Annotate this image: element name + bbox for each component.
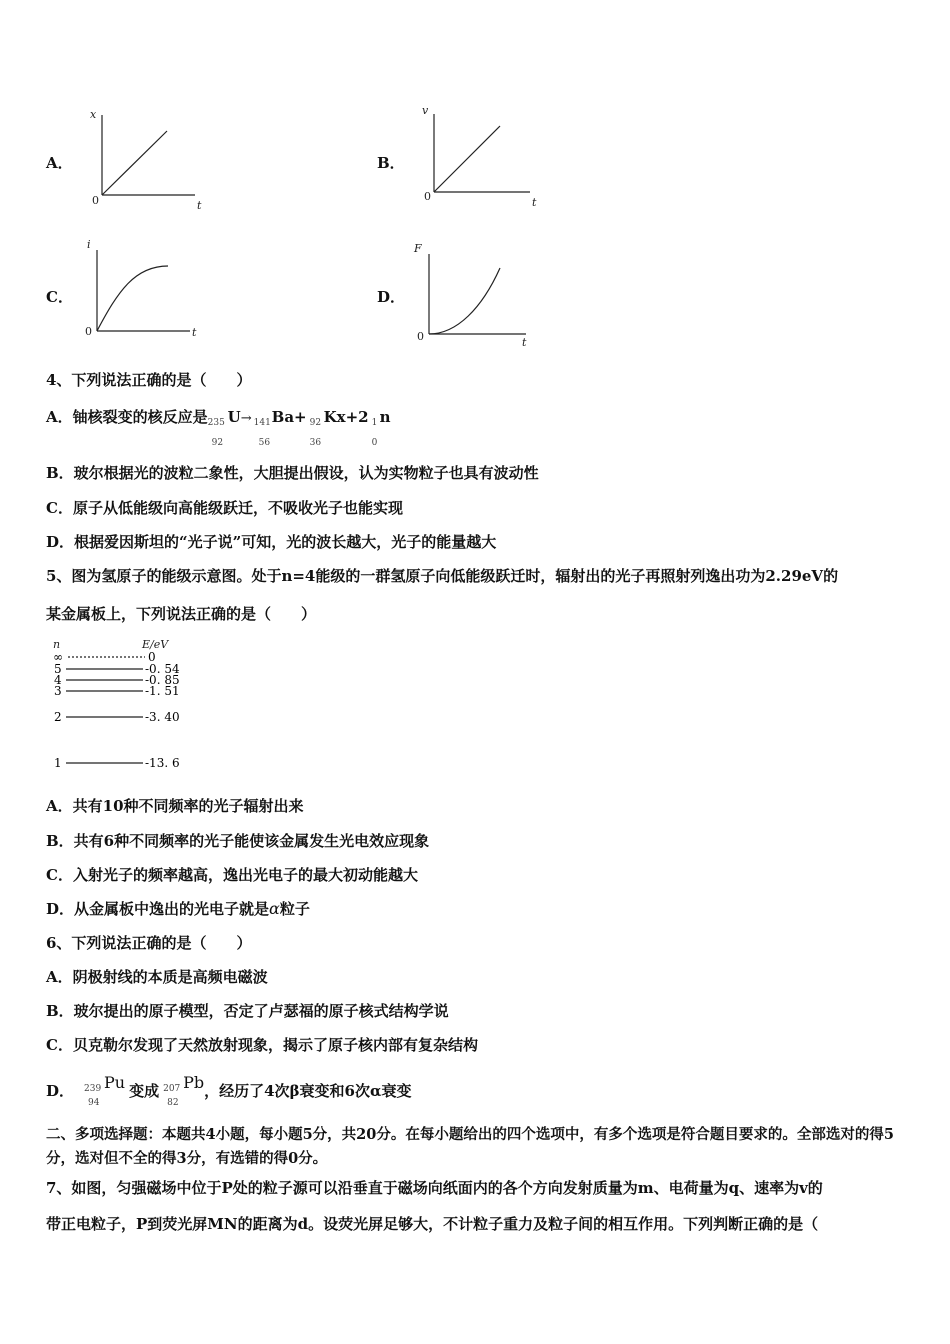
q7-line1: 7、如图，匀强磁场中位于P处的粒子源可以沿垂直于磁场向纸面内的各个方向发射质量为m、电荷量为q、速率为v的	[46, 1179, 823, 1197]
kr-symbol: Kx+2	[323, 408, 369, 426]
graph-c	[80, 236, 210, 346]
section2-instructions: 二、多项选择题：本题共4小题，每小题5分，共20分。在每小题给出的四个选项中，有多个选项是符合题目要求的。全部选对的得5分，选对但不全的得3分，有选错的得0分。	[46, 1126, 894, 1167]
graph-b-origin: 0	[424, 190, 431, 203]
graph-a-y-label: x	[90, 108, 97, 121]
n-symbol: n	[379, 408, 391, 426]
diagram-n-header: n	[53, 638, 61, 651]
pu-mass: 239	[84, 1084, 102, 1094]
energy-level-diagram	[50, 636, 210, 780]
graph-a-origin: 0	[92, 194, 99, 207]
level-inf-e: 0	[148, 650, 156, 664]
q5-option-d-suffix: 粒子	[279, 900, 310, 918]
graph-b-x-label: t	[532, 196, 537, 209]
q6-option-a: A．阴极射线的本质是高频电磁波	[46, 968, 268, 986]
level-5-n: 5	[54, 662, 62, 676]
ba-charge: 56	[258, 438, 271, 448]
graph-b	[412, 100, 547, 210]
q6-option-b: B．玻尔提出的原子模型，否定了卢瑟福的原子核式结构学说	[46, 1002, 449, 1020]
ba-symbol: Ba+	[271, 408, 307, 426]
level-4-e: -0. 85	[145, 673, 180, 687]
level-1-e: -13. 6	[145, 756, 180, 770]
q4-stem: 4、下列说法正确的是（ ）	[46, 371, 252, 389]
alpha-symbol: α	[269, 899, 280, 918]
pb-mass: 207	[163, 1084, 181, 1094]
graph-d-y-label: F	[414, 242, 422, 255]
n-mass: 1	[371, 418, 378, 428]
q6-stem: 6、下列说法正确的是（ ）	[46, 934, 252, 952]
graph-d-x-label: t	[522, 336, 527, 348]
q6-option-c: C．贝克勒尔发现了天然放射现象，揭示了原子核内部有复杂结构	[46, 1036, 478, 1054]
q6-option-d	[46, 1073, 412, 1108]
q4-option-d: D．根据爱因斯坦的“光子说”可知，光的波长越大，光子的能量越大	[46, 533, 497, 551]
graph-d-origin: 0	[417, 330, 424, 343]
option-a-label: A．	[46, 154, 73, 172]
graph-c-origin: 0	[85, 325, 92, 338]
kr-charge: 36	[309, 438, 322, 448]
ba-mass: 141	[253, 418, 271, 428]
reaction-arrow: →	[240, 411, 252, 426]
q4-option-a	[46, 406, 391, 448]
diagram-e-header: E/eV	[142, 638, 169, 651]
level-4-n: 4	[54, 673, 62, 687]
q5-stem-line2: 某金属板上，下列说法正确的是（ ）	[46, 605, 317, 623]
graph-a-x-label: t	[197, 199, 202, 210]
level-2-n: 2	[54, 710, 62, 724]
q4-option-b: B．玻尔根据光的波粒二象性，大胆提出假设，认为实物粒子也具有波动性	[46, 464, 539, 482]
q5-option-d-prefix: D．从金属板中逸出的光电子就是	[46, 900, 270, 918]
pu-symbol: Pu	[104, 1073, 126, 1092]
level-3-e: -1. 51	[145, 684, 180, 698]
graph-d	[412, 238, 547, 348]
option-b-label: B．	[377, 154, 405, 172]
n-charge: 0	[371, 438, 378, 448]
u-charge: 92	[211, 438, 224, 448]
graph-c-x-label: t	[192, 326, 197, 339]
pb-charge: 82	[167, 1098, 179, 1108]
graph-a	[80, 105, 210, 210]
option-d-label: D．	[377, 288, 406, 306]
u-mass: 235	[207, 418, 225, 428]
graph-b-y-label: v	[422, 104, 429, 117]
q7-line2: 带正电粒子，P到荧光屏MN的距离为d。设荧光屏足够大，不计粒子重力及粒子间的相互作用。下列判断正确的是（	[46, 1215, 819, 1233]
q5-option-a: A．共有10种不同频率的光子辐射出来	[46, 797, 304, 815]
q5-option-d	[46, 898, 310, 919]
level-3-n: 3	[54, 684, 62, 698]
level-5-e: -0. 54	[145, 662, 180, 676]
q6-become: 变成	[129, 1082, 160, 1100]
u-symbol: U	[227, 408, 241, 426]
level-1-n: 1	[54, 756, 62, 770]
q5-stem-line1: 5、图为氢原子的能级示意图。处于n=4能级的一群氢原子向低能级跃迁时，辐射出的光子再照射列逸出功为2.29eV的	[46, 567, 839, 585]
q5-option-c: C．入射光子的频率越高，逸出光电子的最大初动能越大	[46, 866, 418, 884]
q4-option-c: C．原子从低能级向高能级跃迁，不吸收光子也能实现	[46, 499, 403, 517]
kr-mass: 92	[309, 418, 322, 428]
pb-symbol: Pb	[183, 1073, 205, 1092]
q6-option-d-suffix: ，经历了4次β衰变和6次α衰变	[204, 1082, 412, 1100]
q4-option-a-prefix: A．铀核裂变的核反应是	[46, 408, 208, 426]
q5-option-b: B．共有6种不同频率的光子能使该金属发生光电效应现象	[46, 832, 430, 850]
level-inf-n: ∞	[53, 650, 63, 664]
pu-charge: 94	[88, 1098, 100, 1108]
graph-c-y-label: i	[87, 238, 91, 251]
level-2-e: -3. 40	[145, 710, 180, 724]
option-c-label: C．	[46, 288, 73, 306]
q6-option-d-prefix: D．	[46, 1082, 75, 1100]
